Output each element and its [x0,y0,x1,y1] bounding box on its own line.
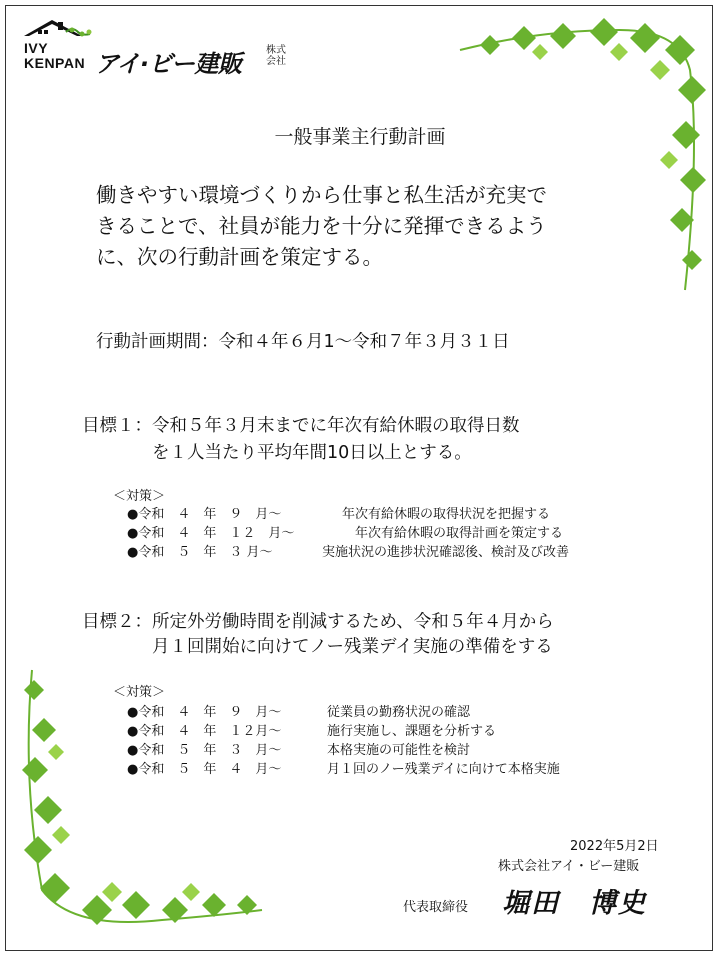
goal1-measure-item [127,503,550,522]
measure-text: 本格実施の可能性を検討 [327,743,471,758]
measure-date: ●令和 ５ 年 ３ 月～ [127,743,282,758]
company-name: 株式会社アイ・ビー建販 [498,859,640,874]
goal1-heading: 目標１：令和５年３月末までに年次有給休暇の取得日数 [82,416,520,436]
logo-ivy-text: IVY [24,40,49,56]
measure-date: ●令和 ４ 年 １２月～ [127,724,282,739]
goal2-measure-item [127,739,470,758]
measure-text: 月１回のノー残業デイに向けて本格実施 [327,762,560,777]
intro-paragraph [96,180,656,273]
measure-date: ●令和 ４ 年 ９ 月～ [127,705,282,720]
measure-text: 従業員の勤務状況の確認 [327,705,471,720]
goal1-measure-item [127,522,563,541]
representative-title: 代表取締役 [403,900,469,915]
plan-period: 行動計画期間：令和４年６月1～令和７年３月３１日 [96,332,510,352]
measure-date: ●令和 ４ 年 ９ 月～ [127,507,282,522]
goal1-heading-continued: を１人当たり平均年間10日以上とする。 [152,443,472,463]
company-logo [22,18,312,78]
measure-text: 施行実施し、課題を分析する [327,724,497,739]
intro-line: に、次の行動計画を策定する。 [96,245,383,269]
goal1-measure-item [127,541,569,560]
goal2-measure-item [127,701,470,720]
issue-date: 2022年5月2日 [570,839,659,854]
measure-date: ●令和 ５ 年 ３ 月～ [127,545,273,560]
representative-name: 堀田 博史 [502,888,647,919]
goal2-measure-item [127,720,496,739]
measure-text: 年次有給休暇の取得状況を把握する [342,507,551,522]
intro-line: 働きやすい環境づくりから仕事と私生活が充実で [96,183,547,207]
logo-kabushiki-suffix: 株式 会社 [266,45,286,67]
measure-date: ●令和 ５ 年 ４ 月～ [127,762,282,777]
intro-line: きることで、社員が能力を十分に発揮できるよう [96,214,547,238]
goal1-measures-label: ＜対策＞ [113,489,166,504]
measure-text: 年次有給休暇の取得計画を策定する [355,526,564,541]
goal2-heading: 目標２：所定外労働時間を削減するため、令和５年４月から [82,612,554,632]
goal2-measures-label: ＜対策＞ [113,685,166,700]
goal2-measure-item [127,758,560,777]
measure-date: ●令和 ４ 年 １２ 月～ [127,526,295,541]
document-title: 一般事業主行動計画 [274,126,446,148]
logo-company-name: アイ·ビー建販 [95,50,242,78]
logo-kenpan-text: KENPAN [24,55,86,71]
goal2-heading-continued: 月１回開始に向けてノー残業デイ実施の準備をする [152,637,553,657]
measure-text: 実施状況の進捗状況確認後、検討及び改善 [322,545,570,560]
